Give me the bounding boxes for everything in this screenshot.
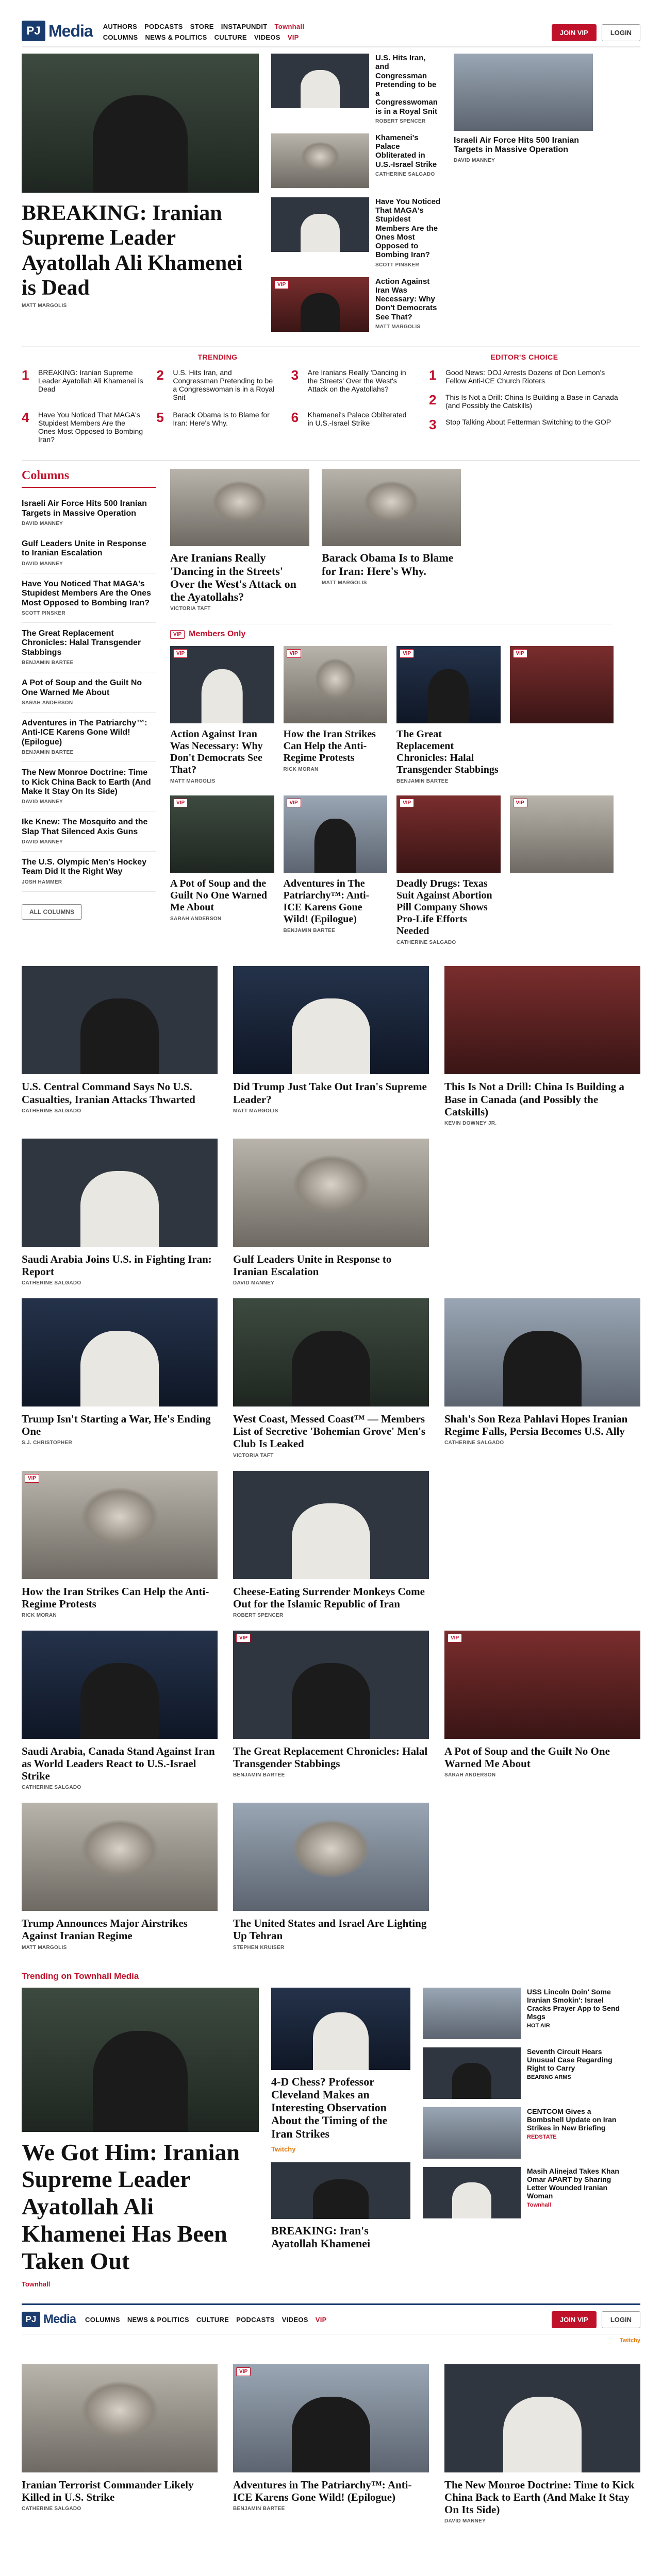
column-item[interactable] — [22, 672, 156, 713]
story-image[interactable] — [233, 1471, 429, 1579]
nav-videos[interactable]: VIDEOS — [282, 2315, 308, 2324]
story-title[interactable]: U.S. Hits Iran, and Congressman Pretending to be a Congresswoman is in a Royal Snit — [375, 54, 438, 116]
story-image[interactable] — [322, 469, 461, 546]
story-image[interactable] — [271, 197, 369, 252]
page — [22, 0, 640, 2524]
story-image[interactable] — [170, 646, 274, 723]
story-byline[interactable]: BENJAMIN BARTEE — [283, 928, 336, 934]
story-title[interactable]: Masih Alinejad Takes Khan Omar APART by Sharing Letter Wounded Iranian Woman — [527, 2166, 619, 2200]
story-title[interactable]: Saudi Arabia Joins U.S. in Fighting Iran: Report — [22, 1252, 212, 1278]
login-button[interactable]: LOGIN — [602, 2311, 640, 2328]
grid-story[interactable] — [444, 1139, 640, 1286]
story-image[interactable] — [233, 2364, 429, 2472]
story-title[interactable]: The Great Replacement Chronicles: Halal Transgender Stabbings — [396, 728, 499, 776]
story-title[interactable]: The New Monroe Doctrine: Time to Kick China Back to Earth (And Make It Stay On Its Side) — [444, 2479, 635, 2516]
nav-columns[interactable]: COLUMNS — [85, 2315, 120, 2324]
nav-instapundit[interactable]: INSTAPUNDIT — [221, 23, 268, 30]
hero-title[interactable]: BREAKING: Iranian Supreme Leader Ayatollah Ali Khamenei is Dead — [22, 201, 243, 300]
editors-choice-list — [429, 368, 620, 431]
story-image[interactable] — [271, 133, 369, 188]
grid-story[interactable] — [233, 1139, 429, 1286]
story-image[interactable] — [271, 54, 369, 108]
story-image[interactable] — [396, 646, 501, 723]
story-byline[interactable]: BENJAMIN BARTEE — [233, 2506, 285, 2512]
columns-heading: Columns — [22, 469, 156, 488]
story-image[interactable] — [444, 966, 640, 1074]
trending-title[interactable]: U.S. Hits Iran, and Congressman Pretending to be a Congresswoman is in a Royal Snit — [173, 368, 275, 401]
members-only-heading — [170, 624, 614, 639]
grid-story[interactable] — [22, 2364, 218, 2524]
grid-story[interactable] — [444, 1298, 640, 1458]
story-title[interactable]: Israeli Air Force Hits 500 Iranian Targets in Massive Operation — [454, 136, 580, 155]
column-title[interactable]: Israeli Air Force Hits 500 Iranian Targets in Massive Operation — [22, 499, 147, 518]
story-image[interactable] — [233, 966, 429, 1074]
townhall-story[interactable] — [271, 2162, 410, 2250]
townhall-story[interactable] — [423, 2047, 624, 2099]
editors-item[interactable] — [429, 393, 620, 410]
members-story[interactable] — [510, 646, 614, 784]
site-logo[interactable] — [22, 2312, 76, 2327]
story-title[interactable]: BREAKING: Iran's Ayatollah Khamenei — [271, 2224, 371, 2250]
townhall-right-list — [423, 1988, 624, 2288]
editors-choice-heading: EDITOR'S CHOICE — [490, 352, 558, 361]
story-image[interactable] — [423, 2047, 521, 2099]
trending-title[interactable]: Are Iranians Really 'Dancing in the Streets' Over the West's Attack on the Ayatollahs? — [307, 368, 406, 393]
column-byline[interactable]: SARAH ANDERSON — [22, 700, 73, 706]
vip-badge: VIP — [287, 649, 301, 658]
vip-badge: VIP — [513, 649, 527, 658]
grid-story[interactable] — [22, 1139, 218, 1286]
story-title[interactable]: 4-D Chess? Professor Cleveland Makes an Interesting Observation About the Timing of the Iran Strikes — [271, 2075, 388, 2140]
hero-mid-item[interactable] — [271, 277, 441, 332]
nav-culture[interactable]: CULTURE — [196, 2315, 229, 2324]
story-source[interactable]: REDSTATE — [527, 2133, 557, 2140]
townhall-trending-section — [22, 1971, 640, 2288]
hero-image[interactable] — [22, 54, 259, 193]
story-source[interactable]: Townhall — [22, 2280, 51, 2288]
grid-story[interactable] — [444, 1631, 640, 1790]
story-byline[interactable]: MATT MARGOLIS — [170, 778, 216, 785]
story-title[interactable]: USS Lincoln Doin' Some Iranian Smokin': Israel Cracks Prayer App to Send Msgs — [527, 1987, 620, 2021]
nav-columns[interactable]: COLUMNS — [103, 33, 138, 41]
story-image[interactable] — [444, 1298, 640, 1406]
story-byline[interactable]: CATHERINE SALGADO — [22, 2506, 81, 2512]
bottom-story-grid — [22, 2364, 640, 2524]
column-byline[interactable]: DAVID MANNEY — [22, 799, 63, 805]
story-title[interactable]: Saudi Arabia, Canada Stand Against Iran as World Leaders React to U.S.-Israel Strike — [22, 1744, 215, 1783]
column-item[interactable] — [22, 623, 156, 672]
trending-section — [22, 346, 640, 444]
story-title[interactable]: This Is Not a Drill: China Is Building a Base in Canada (and Possibly the Catskills) — [444, 1080, 624, 1118]
column-item[interactable] — [22, 811, 156, 852]
grid-story[interactable] — [22, 1298, 218, 1458]
members-story[interactable] — [396, 795, 501, 945]
townhall-main-story[interactable] — [22, 1988, 259, 2288]
story-image[interactable] — [233, 1298, 429, 1406]
story-title[interactable]: Seventh Circuit Hears Unusual Case Regarding Right to Carry — [527, 2047, 613, 2072]
story-source[interactable]: HOT AIR — [527, 2022, 550, 2029]
editors-item[interactable] — [429, 418, 620, 431]
vip-badge: VIP — [513, 799, 527, 807]
vip-badge: VIP — [173, 649, 188, 658]
story-image[interactable] — [444, 1631, 640, 1739]
column-byline[interactable]: JOSH HAMMER — [22, 879, 62, 885]
nav-vip[interactable]: VIP — [315, 2315, 327, 2324]
story-title[interactable]: How the Iran Strikes Can Help the Anti-Regime Protests — [22, 1585, 209, 1610]
editors-title[interactable]: Stop Talking About Fetterman Switching to the GOP — [445, 417, 611, 426]
column-title[interactable]: The New Monroe Doctrine: Time to Kick China Back to Earth (And Make It Stay On Its Side) — [22, 768, 151, 796]
vip-badge: VIP — [170, 630, 185, 639]
column-byline[interactable]: BENJAMIN BARTEE — [22, 660, 74, 666]
editors-number: 3 — [429, 416, 437, 432]
grid-story[interactable] — [444, 1803, 640, 1950]
trending-number: 2 — [156, 367, 164, 383]
featured-story[interactable] — [322, 469, 461, 612]
story-title[interactable]: Shah's Son Reza Pahlavi Hopes Iranian Regime Falls, Persia Becomes U.S. Ally — [444, 1413, 628, 1438]
story-title[interactable]: Are Iranians Really 'Dancing in the Streets' Over the West's Attack on the Ayatollahs? — [170, 551, 296, 604]
grid-story[interactable] — [22, 966, 218, 1126]
trending-title[interactable]: Have You Noticed That MAGA's Stupidest Members Are the Ones Most Opposed to Bombing Iran? — [38, 410, 143, 444]
story-byline[interactable]: DAVID MANNEY — [454, 157, 495, 163]
members-story[interactable] — [284, 795, 388, 945]
trending-title[interactable]: Barack Obama Is to Blame for Iran: Here's Why. — [173, 410, 270, 427]
members-story[interactable] — [396, 646, 501, 784]
grid-story[interactable] — [22, 1471, 218, 1618]
column-title[interactable]: The Great Replacement Chronicles: Halal Transgender Stabbings — [22, 629, 141, 657]
story-title[interactable]: Cheese-Eating Surrender Monkeys Come Out for the Islamic Republic of Iran — [233, 1585, 425, 1610]
column-item[interactable] — [22, 493, 156, 533]
story-byline[interactable]: VICTORIA TAFT — [170, 606, 211, 612]
hero-mid-item[interactable] — [271, 54, 441, 124]
story-image[interactable] — [396, 795, 501, 873]
story-byline[interactable]: VICTORIA TAFT — [233, 1452, 274, 1459]
townhall-story[interactable] — [271, 1988, 410, 2153]
login-button[interactable]: LOGIN — [602, 24, 640, 41]
story-title[interactable]: Trump Announces Major Airstrikes Against Iranian Regime — [22, 1917, 188, 1942]
story-grid — [22, 966, 640, 1950]
story-image[interactable] — [170, 795, 274, 873]
editors-item[interactable] — [429, 368, 620, 385]
vip-badge: VIP — [448, 1634, 462, 1642]
story-byline[interactable]: DAVID MANNEY — [444, 2518, 486, 2524]
column-item[interactable] — [22, 573, 156, 623]
grid-story[interactable] — [444, 1471, 640, 1618]
join-vip-button[interactable]: JOIN VIP — [552, 24, 597, 41]
story-image[interactable] — [284, 646, 388, 723]
sponsor-source: Twitchy — [619, 2337, 640, 2344]
hero-mid-item[interactable] — [271, 133, 441, 188]
story-byline[interactable]: MATT MARGOLIS — [322, 580, 367, 586]
editors-title[interactable]: This Is Not a Drill: China Is Building a Base in Canada (and Possibly the Catskills) — [445, 393, 618, 410]
grid-story[interactable] — [22, 1631, 218, 1790]
story-image[interactable] — [423, 1988, 521, 2039]
grid-story[interactable] — [233, 1631, 429, 1790]
story-title[interactable]: Trump Isn't Starting a War, He's Ending One — [22, 1413, 211, 1438]
townhall-story[interactable] — [423, 1988, 624, 2039]
story-title[interactable]: Barack Obama Is to Blame for Iran: Here's Why. — [322, 551, 454, 578]
story-image[interactable] — [22, 1471, 218, 1579]
column-item[interactable] — [22, 713, 156, 762]
grid-story[interactable] — [22, 1803, 218, 1950]
story-source[interactable]: BEARING ARMS — [527, 2074, 571, 2080]
main-nav — [103, 23, 305, 41]
story-byline[interactable]: MATT MARGOLIS — [375, 324, 421, 330]
trending-number: 5 — [156, 409, 164, 425]
story-title[interactable]: The Great Replacement Chronicles: Halal Transgender Stabbings — [233, 1744, 428, 1770]
grid-story[interactable] — [444, 2364, 640, 2524]
column-title[interactable]: A Pot of Soup and the Guilt No One Warned Me About — [22, 679, 142, 697]
story-source[interactable]: Townhall — [527, 2201, 551, 2208]
trending-item[interactable] — [291, 368, 413, 401]
story-title[interactable]: CENTCOM Gives a Bombshell Update on Iran Strikes in New Briefing — [527, 2107, 617, 2132]
header-actions — [552, 24, 640, 41]
column-title[interactable]: Adventures in The Patriarchy™: Anti-ICE Karens Gone Wild! (Epilogue) — [22, 718, 147, 747]
story-image[interactable] — [510, 646, 614, 723]
nav-culture[interactable]: CULTURE — [214, 33, 247, 41]
townhall-story[interactable] — [423, 2167, 624, 2218]
story-image[interactable] — [271, 2162, 410, 2219]
columns-featured — [170, 469, 614, 945]
grid-story[interactable] — [233, 2364, 429, 2524]
grid-story[interactable] — [233, 1803, 429, 1950]
site-logo[interactable] — [22, 21, 93, 41]
column-title[interactable]: Ike Knew: The Mosquito and the Slap That Silenced Axis Guns — [22, 818, 148, 836]
story-image[interactable] — [22, 1298, 218, 1406]
townhall-heading: Trending on Townhall Media — [22, 1971, 139, 1981]
story-title[interactable]: Did Trump Just Take Out Iran's Supreme Leader? — [233, 1080, 427, 1106]
story-title[interactable]: Action Against Iran Was Necessary: Why Don't Democrats See That? — [170, 728, 263, 776]
nav-news-politics[interactable]: NEWS & POLITICS — [127, 2315, 189, 2324]
story-byline[interactable]: STEPHEN KRUISER — [233, 1944, 285, 1951]
hero-mid-item[interactable] — [271, 197, 441, 268]
story-image[interactable] — [170, 469, 309, 546]
trending-number: 6 — [291, 409, 299, 425]
story-image[interactable] — [22, 2364, 218, 2472]
column-title[interactable]: Gulf Leaders Unite in Response to Iranian Escalation — [22, 539, 146, 558]
hero-right-story[interactable] — [454, 54, 639, 332]
trending-item[interactable] — [22, 368, 144, 401]
trending-item[interactable] — [156, 368, 278, 401]
column-title[interactable]: The U.S. Olympic Men's Hockey Team Did It the Right Way — [22, 858, 147, 876]
trending-number: 1 — [22, 367, 29, 383]
story-byline[interactable]: CATHERINE SALGADO — [396, 940, 456, 946]
story-image[interactable] — [22, 966, 218, 1074]
logo-mark: PJ — [22, 2312, 40, 2327]
vip-badge: VIP — [274, 280, 289, 289]
townhall-mid-list — [271, 1988, 410, 2288]
members-only-label: Members Only — [189, 630, 246, 639]
sticky-header — [22, 2303, 640, 2334]
column-byline[interactable]: SCOTT PINSKER — [22, 610, 66, 616]
all-columns-button[interactable]: ALL COLUMNS — [22, 904, 82, 920]
story-byline[interactable]: BENJAMIN BARTEE — [233, 1772, 285, 1778]
logo-text: Media — [48, 21, 93, 40]
trending-list — [22, 368, 413, 444]
hero-main-story[interactable] — [22, 54, 259, 332]
story-title[interactable]: Gulf Leaders Unite in Response to Iranian Escalation — [233, 1252, 392, 1278]
grid-story[interactable] — [233, 1298, 429, 1458]
members-story[interactable] — [170, 646, 274, 784]
story-image[interactable] — [233, 1631, 429, 1739]
column-byline[interactable]: DAVID MANNEY — [22, 521, 63, 527]
trending-title[interactable]: BREAKING: Iranian Supreme Leader Ayatollah Ali Khamenei is Dead — [38, 368, 143, 393]
grid-story[interactable] — [233, 1471, 429, 1618]
editors-number: 2 — [429, 392, 437, 408]
story-byline[interactable]: SARAH ANDERSON — [444, 1772, 496, 1778]
trending-number: 3 — [291, 367, 299, 383]
story-byline[interactable]: CATHERINE SALGADO — [444, 1440, 504, 1446]
story-image[interactable] — [233, 1139, 429, 1247]
trending-number: 4 — [22, 409, 29, 425]
column-byline[interactable]: DAVID MANNEY — [22, 561, 63, 567]
story-byline[interactable]: MATT MARGOLIS — [233, 1108, 278, 1114]
editors-number: 1 — [429, 367, 437, 383]
story-image[interactable] — [510, 795, 614, 873]
story-byline[interactable]: RICK MORAN — [283, 767, 319, 773]
vip-badge: VIP — [236, 1634, 251, 1642]
nav-news-politics[interactable]: NEWS & POLITICS — [145, 33, 207, 41]
story-byline[interactable]: ROBERT SPENCER — [375, 118, 426, 124]
grid-story[interactable] — [233, 966, 429, 1126]
nav-videos[interactable]: VIDEOS — [254, 33, 280, 41]
members-story[interactable] — [510, 795, 614, 945]
nav-podcasts[interactable]: PODCASTS — [236, 2315, 275, 2324]
story-byline[interactable]: BENJAMIN BARTEE — [396, 778, 449, 785]
trending-item[interactable] — [291, 411, 413, 444]
story-image[interactable] — [454, 54, 593, 131]
nav-townhall[interactable]: Townhall — [274, 23, 305, 30]
story-title[interactable]: Adventures in The Patriarchy™: Anti-ICE Karens Gone Wild! (Epilogue) — [283, 878, 370, 925]
story-title[interactable]: West Coast, Messed Coast™ — Members List of Secretive 'Bohemian Grove' Men's Club Is Leaked — [233, 1413, 426, 1450]
story-image[interactable] — [22, 1988, 259, 2132]
join-vip-button[interactable]: JOIN VIP — [552, 2311, 597, 2328]
nav-podcasts[interactable]: PODCASTS — [144, 23, 183, 30]
column-item[interactable] — [22, 533, 156, 573]
story-byline[interactable]: CATHERINE SALGADO — [22, 1785, 81, 1791]
column-byline[interactable]: BENJAMIN BARTEE — [22, 750, 74, 756]
trending-item[interactable] — [22, 411, 144, 444]
story-title[interactable]: We Got Him: Iranian Supreme Leader Ayatollah Ali Khamenei Has Been Taken Out — [22, 2139, 240, 2275]
members-grid — [170, 646, 614, 945]
hero-section — [22, 54, 640, 332]
nav-authors[interactable]: AUTHORS — [103, 23, 138, 30]
nav-store[interactable]: STORE — [190, 23, 214, 30]
story-image[interactable] — [271, 1988, 410, 2070]
story-image[interactable] — [22, 1139, 218, 1247]
sticky-nav — [85, 2316, 327, 2324]
nav-vip[interactable]: VIP — [287, 33, 299, 41]
trending-title[interactable]: Khamenei's Palace Obliterated in U.S.-Israel Strike — [307, 410, 407, 427]
trending-heading: TRENDING — [197, 352, 238, 361]
story-title[interactable]: U.S. Central Command Says No U.S. Casualties, Iranian Attacks Thwarted — [22, 1080, 195, 1106]
story-image[interactable] — [233, 1803, 429, 1911]
story-byline[interactable]: CATHERINE SALGADO — [22, 1108, 81, 1114]
site-header — [22, 0, 640, 47]
story-byline[interactable]: ROBERT SPENCER — [233, 1612, 284, 1618]
story-title[interactable]: Have You Noticed That MAGA's Stupidest Members Are the Ones Most Opposed to Bombing Iran? — [375, 197, 441, 260]
hero-byline[interactable]: MATT MARGOLIS — [22, 303, 67, 309]
story-title[interactable]: Deadly Drugs: Texas Suit Against Abortion Pill Company Shows Pro-Life Efforts Needed — [396, 878, 492, 937]
members-story[interactable] — [284, 646, 388, 784]
columns-list — [22, 469, 156, 945]
story-image[interactable] — [22, 1631, 218, 1739]
story-title[interactable]: A Pot of Soup and the Guilt No One Warned Me About — [444, 1744, 610, 1770]
featured-story[interactable] — [170, 469, 309, 612]
members-story[interactable] — [170, 795, 274, 945]
story-title[interactable]: Action Against Iran Was Necessary: Why Don't Democrats See That? — [375, 277, 437, 321]
story-image[interactable] — [271, 277, 369, 332]
story-image[interactable] — [423, 2107, 521, 2159]
vip-badge: VIP — [25, 1474, 39, 1483]
story-byline[interactable]: SARAH ANDERSON — [170, 916, 222, 922]
story-byline[interactable]: CATHERINE SALGADO — [375, 171, 435, 177]
story-title[interactable]: The United States and Israel Are Lighting Up Tehran — [233, 1917, 427, 1942]
story-image[interactable] — [444, 2364, 640, 2472]
story-byline[interactable]: RICK MORAN — [22, 1612, 57, 1618]
logo-text: Media — [43, 2312, 76, 2326]
column-byline[interactable]: DAVID MANNEY — [22, 839, 63, 845]
story-byline[interactable]: SCOTT PINSKER — [375, 262, 420, 268]
editors-title[interactable]: Good News: DOJ Arrests Dozens of Don Lemon's Fellow Anti-ICE Church Rioters — [445, 368, 605, 385]
vip-badge: VIP — [236, 2367, 251, 2376]
story-image[interactable] — [423, 2167, 521, 2218]
vip-badge: VIP — [400, 799, 414, 807]
story-byline[interactable]: MATT MARGOLIS — [22, 1944, 67, 1951]
column-title[interactable]: Have You Noticed That MAGA's Stupidest Members Are the Ones Most Opposed to Bombing Iran? — [22, 579, 152, 607]
story-title[interactable]: Khamenei's Palace Obliterated in U.S.-Israel Strike — [375, 133, 437, 169]
columns-section — [22, 460, 640, 945]
column-item[interactable] — [22, 762, 156, 811]
story-title[interactable]: How the Iran Strikes Can Help the Anti-Regime Protests — [283, 728, 376, 764]
grid-story[interactable] — [444, 966, 640, 1126]
story-byline[interactable]: S.J. CHRISTOPHER — [22, 1440, 72, 1446]
story-byline[interactable]: DAVID MANNEY — [233, 1280, 275, 1286]
story-byline[interactable]: KEVIN DOWNEY JR. — [444, 1120, 497, 1126]
story-image[interactable] — [22, 1803, 218, 1911]
vip-badge: VIP — [173, 799, 188, 807]
story-title[interactable]: Iranian Terrorist Commander Likely Killed in U.S. Strike — [22, 2479, 194, 2504]
column-item[interactable] — [22, 852, 156, 892]
story-source[interactable]: Twitchy — [271, 2145, 296, 2154]
story-title[interactable]: Adventures in The Patriarchy™: Anti-ICE Karens Gone Wild! (Epilogue) — [233, 2479, 412, 2504]
townhall-story[interactable] — [423, 2107, 624, 2159]
vip-badge: VIP — [400, 649, 414, 658]
story-image[interactable] — [284, 795, 388, 873]
vip-badge: VIP — [287, 799, 301, 807]
trending-item[interactable] — [156, 411, 278, 444]
story-byline[interactable]: CATHERINE SALGADO — [22, 1280, 81, 1286]
hero-mid-list — [271, 54, 441, 332]
story-title[interactable]: A Pot of Soup and the Guilt No One Warned Me About — [170, 878, 267, 913]
logo-mark: PJ — [22, 21, 45, 41]
